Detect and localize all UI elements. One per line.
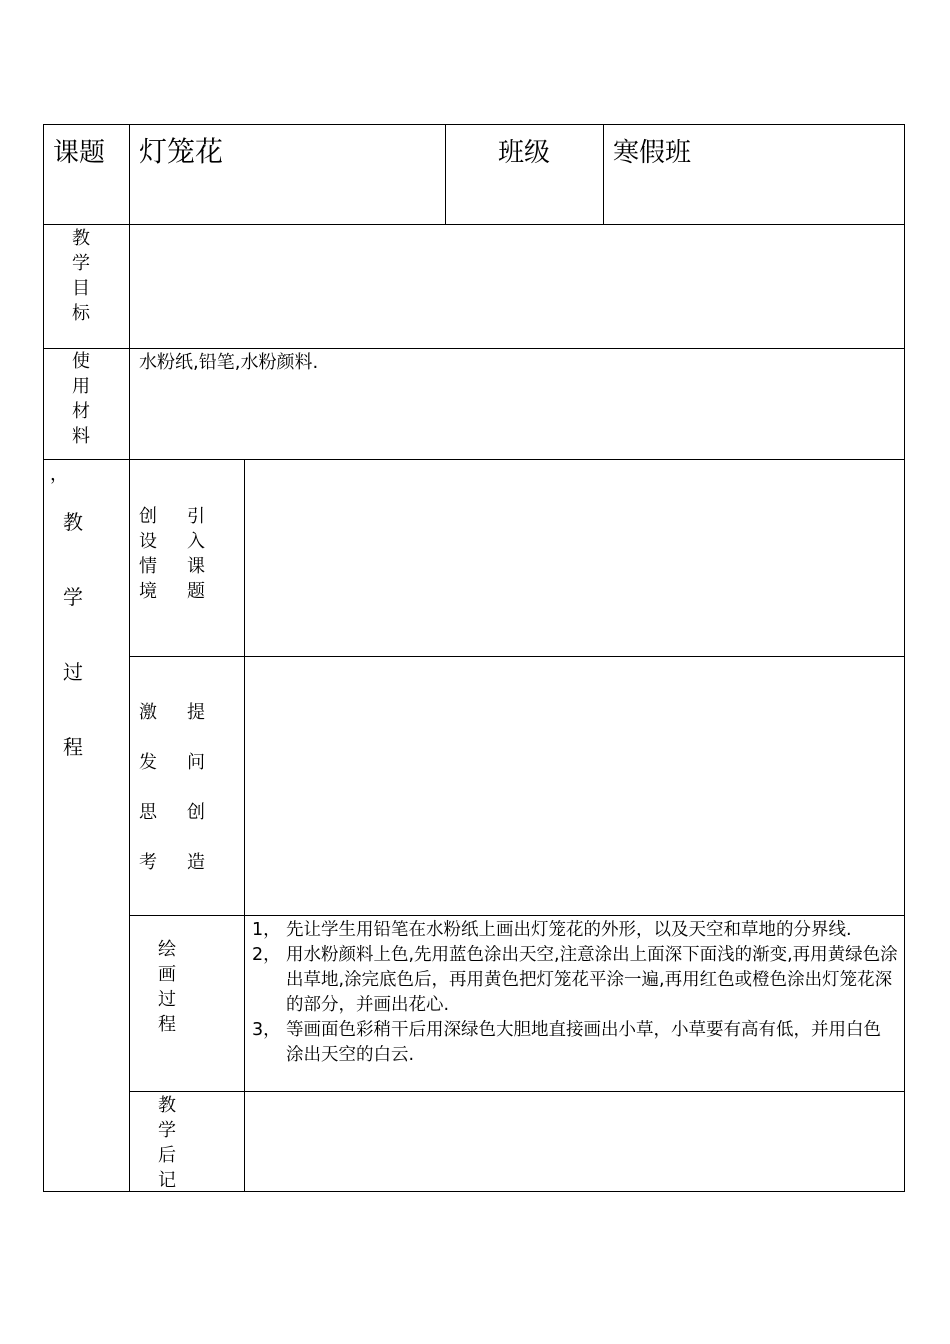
table-border-left bbox=[43, 124, 44, 1192]
materials-content: 水粉纸,铅笔,水粉颜料. bbox=[139, 352, 319, 373]
materials-label: 使 用 材 料 bbox=[72, 351, 90, 447]
table-divider bbox=[43, 348, 905, 349]
objectives-label: 教 学 目 标 bbox=[72, 228, 90, 324]
stage4-label: 教 学 后 记 bbox=[158, 1095, 176, 1191]
drawing-steps bbox=[252, 918, 898, 1068]
topic-label: 课题 bbox=[53, 138, 106, 168]
table-divider bbox=[43, 459, 905, 460]
list-item: 3， 等画面色彩稍干后用深绿色大胆地直接画出小草，小草要有高有低，并用白色涂出天空的白云. bbox=[252, 1020, 881, 1065]
table-divider bbox=[129, 124, 130, 1192]
table-border-right bbox=[904, 124, 905, 1192]
table-divider bbox=[445, 124, 446, 224]
table-divider bbox=[129, 656, 905, 657]
table-divider bbox=[129, 1091, 905, 1092]
class-label: 班级 bbox=[498, 138, 551, 168]
stage1-label: 创 引 设 入 情 课 境 题 bbox=[139, 506, 205, 602]
table-divider bbox=[244, 459, 245, 1192]
table-divider bbox=[43, 224, 905, 225]
list-item: 1， 先让学生用铅笔在水粉纸上画出灯笼花的外形，以及天空和草地的分界线. bbox=[252, 920, 852, 940]
stage2-label: 激 提 发 问 思 创 考 造 bbox=[139, 702, 205, 873]
table-divider bbox=[603, 124, 604, 224]
table-divider bbox=[129, 915, 905, 916]
table-border-top bbox=[43, 124, 905, 125]
process-mark: ， bbox=[50, 464, 68, 485]
class-value: 寒假班 bbox=[613, 138, 692, 168]
stage3-label: 绘 画 过 程 bbox=[158, 939, 176, 1035]
process-label: 教 学 过 程 bbox=[63, 510, 83, 759]
topic-value: 灯笼花 bbox=[139, 135, 224, 168]
list-item: 2， 用水粉颜料上色,先用蓝色涂出天空,注意涂出上面深下面浅的渐变,再用黄绿色涂出草地,涂完底色后，再用黄色把灯笼花平涂一遍,再用红色或橙色涂出灯笼花深的部分，并画出花心. bbox=[252, 945, 898, 1015]
